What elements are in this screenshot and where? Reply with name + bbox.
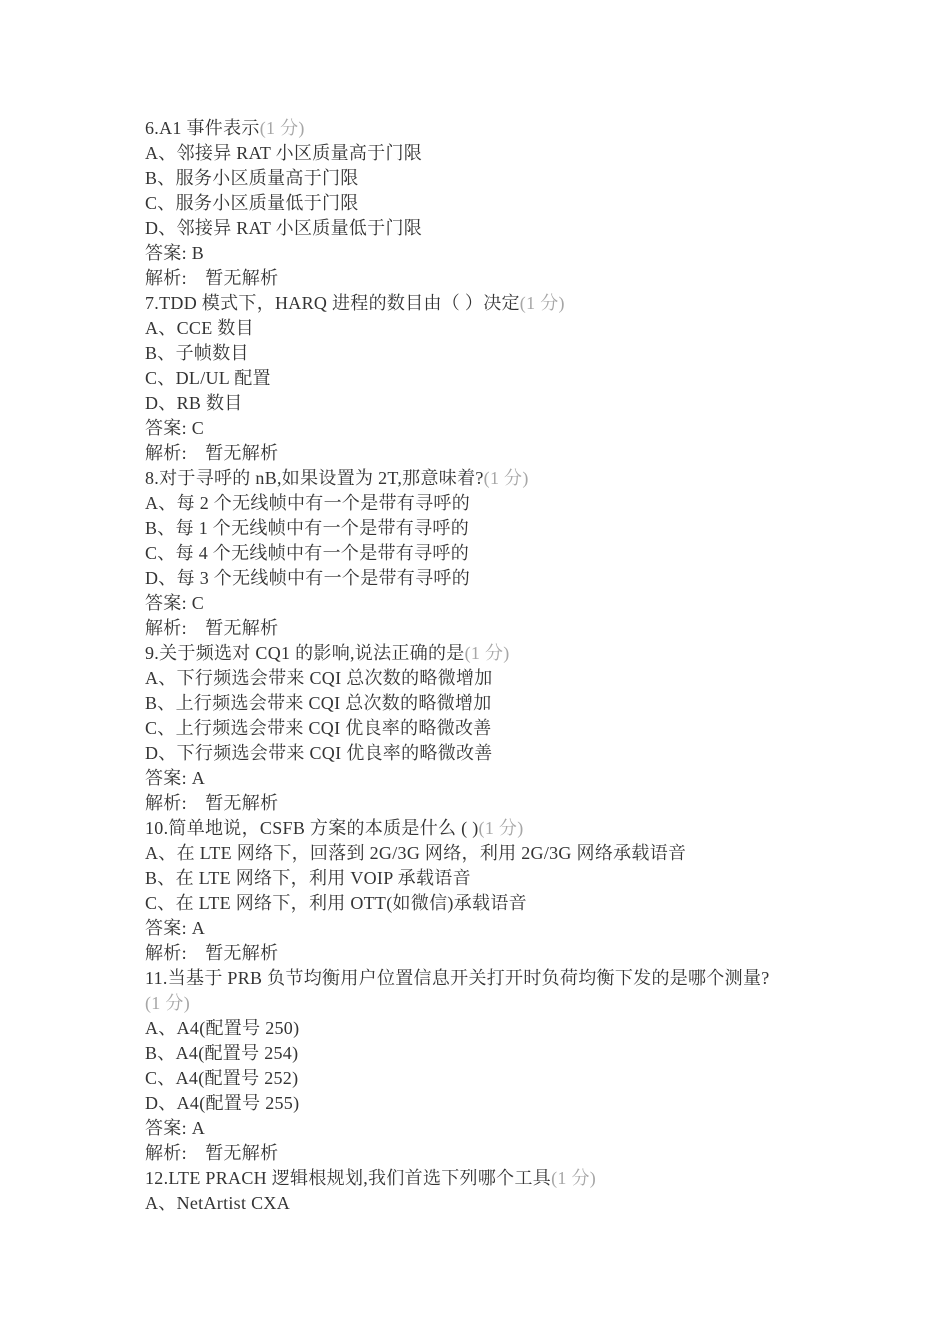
question-10-analysis: 解析: 暂无解析	[145, 943, 279, 963]
question-6-analysis: 解析: 暂无解析	[145, 268, 279, 288]
question-7-block	[145, 291, 917, 466]
question-9-answer: 答案: A	[145, 768, 205, 788]
question-12-option-a: A、NetArtist CXA	[145, 1193, 290, 1213]
question-12-score: (1 分)	[551, 1168, 597, 1188]
question-10-title-text: 10.简单地说，CSFB 方案的本质是什么 ( )	[145, 818, 479, 838]
question-9-analysis: 解析: 暂无解析	[145, 793, 279, 813]
question-6-title-text: 6.A1 事件表示	[145, 118, 260, 138]
question-6-option-c: C、服务小区质量低于门限	[145, 193, 359, 213]
question-9-option-c: C、上行频选会带来 CQI 优良率的略微改善	[145, 718, 492, 738]
question-9-block	[145, 641, 917, 816]
question-6-block	[145, 116, 917, 291]
question-8-option-c: C、每 4 个无线帧中有一个是带有寻呼的	[145, 543, 470, 563]
question-11-title	[145, 966, 917, 991]
question-7-score: (1 分)	[519, 293, 565, 313]
question-11-score-line	[145, 991, 917, 1016]
question-6-option-a: A、邻接异 RAT 小区质量高于门限	[145, 143, 423, 163]
question-8-score: (1 分)	[483, 468, 529, 488]
question-8-block	[145, 466, 917, 641]
question-10-option-b: B、在 LTE 网络下，利用 VOIP 承载语音	[145, 868, 471, 888]
question-10-title	[145, 816, 917, 841]
document-page	[145, 116, 917, 1216]
question-11-option-c: C、A4(配置号 252)	[145, 1068, 299, 1088]
question-11-title-text: 11.当基于 PRB 负节均衡用户位置信息开关打开时负荷均衡下发的是哪个测量?	[145, 968, 770, 988]
question-7-option-c: C、DL/UL 配置	[145, 368, 271, 388]
question-7-title-text: 7.TDD 模式下，HARQ 进程的数目由（ ）决定	[145, 293, 520, 313]
question-6-option-b: B、服务小区质量高于门限	[145, 168, 359, 188]
question-7-option-a: A、CCE 数目	[145, 318, 254, 338]
question-10-score: (1 分)	[478, 818, 524, 838]
question-11-block	[145, 966, 917, 1166]
question-9-title-text: 9.关于频选对 CQ1 的影响,说法正确的是	[145, 643, 465, 663]
question-12-title-text: 12.LTE PRACH 逻辑根规划,我们首选下列哪个工具	[145, 1168, 552, 1188]
question-11-analysis: 解析: 暂无解析	[145, 1143, 279, 1163]
question-7-answer: 答案: C	[145, 418, 205, 438]
question-7-option-d: D、RB 数目	[145, 393, 243, 413]
question-8-option-b: B、每 1 个无线帧中有一个是带有寻呼的	[145, 518, 470, 538]
question-9-option-b: B、上行频选会带来 CQI 总次数的略微增加	[145, 693, 492, 713]
question-11-score: (1 分)	[145, 993, 190, 1013]
question-8-title	[145, 466, 917, 491]
question-9-option-d: D、下行频选会带来 CQI 优良率的略微改善	[145, 743, 493, 763]
question-6-title	[145, 116, 917, 141]
question-11-answer: 答案: A	[145, 1118, 205, 1138]
question-6-score: (1 分)	[259, 118, 305, 138]
question-8-answer: 答案: C	[145, 593, 205, 613]
question-10-option-a: A、在 LTE 网络下，回落到 2G/3G 网络，利用 2G/3G 网络承载语音	[145, 843, 687, 863]
question-10-block	[145, 816, 917, 966]
question-11-option-b: B、A4(配置号 254)	[145, 1043, 299, 1063]
question-7-title	[145, 291, 917, 316]
question-9-option-a: A、下行频选会带来 CQI 总次数的略微增加	[145, 668, 493, 688]
question-10-option-c: C、在 LTE 网络下，利用 OTT(如微信)承载语音	[145, 893, 527, 913]
question-8-option-a: A、每 2 个无线帧中有一个是带有寻呼的	[145, 493, 470, 513]
question-7-analysis: 解析: 暂无解析	[145, 443, 279, 463]
question-11-option-a: A、A4(配置号 250)	[145, 1018, 300, 1038]
question-12-title	[145, 1166, 917, 1191]
question-11-option-d: D、A4(配置号 255)	[145, 1093, 300, 1113]
question-8-analysis: 解析: 暂无解析	[145, 618, 279, 638]
question-8-title-text: 8.对于寻呼的 nB,如果设置为 2T,那意味着?	[145, 468, 484, 488]
question-6-answer: 答案: B	[145, 243, 205, 263]
question-9-title	[145, 641, 917, 666]
question-12-block	[145, 1166, 917, 1216]
question-9-score: (1 分)	[464, 643, 510, 663]
question-10-answer: 答案: A	[145, 918, 205, 938]
question-7-option-b: B、子帧数目	[145, 343, 249, 363]
question-6-option-d: D、邻接异 RAT 小区质量低于门限	[145, 218, 423, 238]
question-8-option-d: D、每 3 个无线帧中有一个是带有寻呼的	[145, 568, 470, 588]
